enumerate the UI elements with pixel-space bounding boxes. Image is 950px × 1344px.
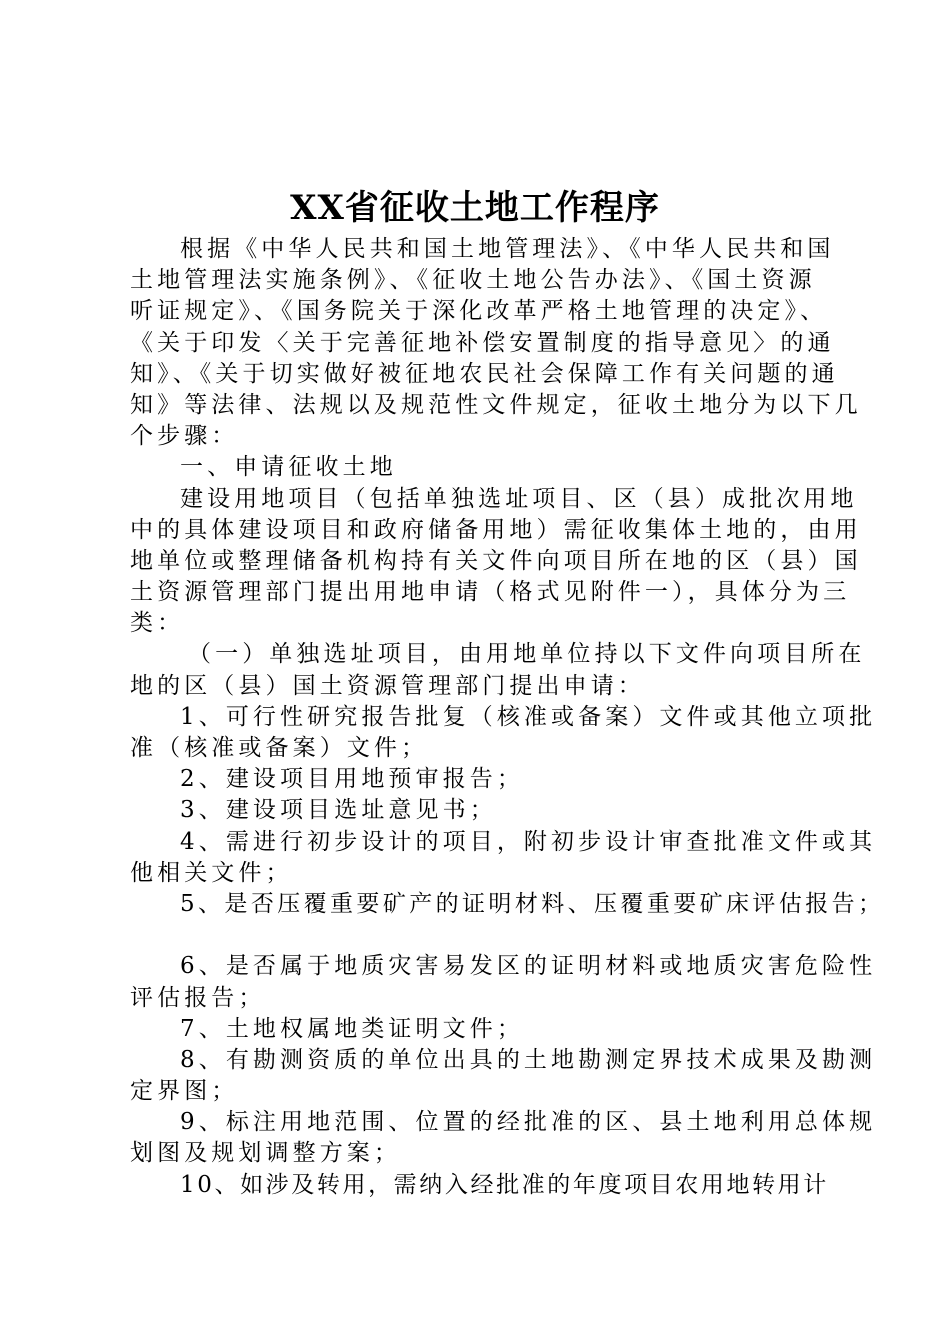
list-item: 7、土地权属地类证明文件； [180,1015,524,1042]
paragraph-line: 土资源管理部门提出用地申请（格式见附件一），具体分为三 [130,579,851,606]
document-body [130,234,885,1201]
paragraph-line: 建设用地项目（包括单独选址项目、区（县）成批次用地 [180,485,858,512]
list-item-continuation: 划图及规划调整方案； [130,1140,401,1167]
list-item-continuation: 他相关文件； [130,859,293,886]
paragraph-line: 知》、《关于切实做好被征地农民社会保障工作有关问题的通 [130,360,839,387]
paragraph-line: 个步骤： [130,423,239,450]
list-item-continuation: 定界图； [130,1078,239,1105]
list-item: 1、可行性研究报告批复（核准或备案）文件或其他立项批 [180,703,877,730]
list-item: 4、需进行初步设计的项目，附初步设计审查批准文件或其 [180,828,877,855]
blank-line [130,920,830,951]
paragraph-line: 地单位或整理储备机构持有关文件向项目所在地的区（县）国 [130,547,862,574]
paragraph-line: 根据《中华人民共和国土地管理法》、《中华人民共和国 [180,236,835,262]
paragraph-line: 听证规定》、《国务院关于深化改革严格土地管理的决定》、 [130,298,828,325]
list-item-continuation: 评估报告； [130,984,266,1011]
paragraph-line: 土地管理法实施条例》、《征收土地公告办法》、《国土资源 [130,267,816,294]
document-title: XX省征收土地工作程序 [290,188,660,228]
list-item: 9、标注用地范围、位置的经批准的区、县土地利用总体规 [180,1109,877,1136]
paragraph-line: 地的区（县）国土资源管理部门提出申请： [130,672,645,699]
paragraph-line: 《关于印发〈关于完善征地补偿安置制度的指导意见〉的通 [130,329,835,356]
list-item: 5、是否压覆重要矿产的证明材料、压覆重要矿床评估报告； [180,890,885,917]
list-item: 6、是否属于地质灾害易发区的证明材料或地质灾害危险性 [180,953,877,980]
list-item: 10、如涉及转用，需纳入经批准的年度项目农用地转用计 [180,1171,829,1198]
section-heading: 一、申请征收土地 [180,454,397,481]
list-item: 2、建设项目用地预审报告； [180,766,524,793]
list-item-continuation: 准（核准或备案）文件； [130,735,429,761]
paragraph-line: 知》等法律、法规以及规范性文件规定，征收土地分为以下几 [130,391,862,418]
list-item: 3、建设项目选址意见书； [180,797,497,824]
list-item: 8、有勘测资质的单位出具的土地勘测定界技术成果及勘测 [180,1046,877,1073]
paragraph-line: 类： [130,610,185,637]
paragraph-line: 中的具体建设项目和政府储备用地）需征收集体土地的，由用 [130,516,862,543]
paragraph-line: （一）单独选址项目，由用地单位持以下文件向项目所在 [188,641,866,668]
